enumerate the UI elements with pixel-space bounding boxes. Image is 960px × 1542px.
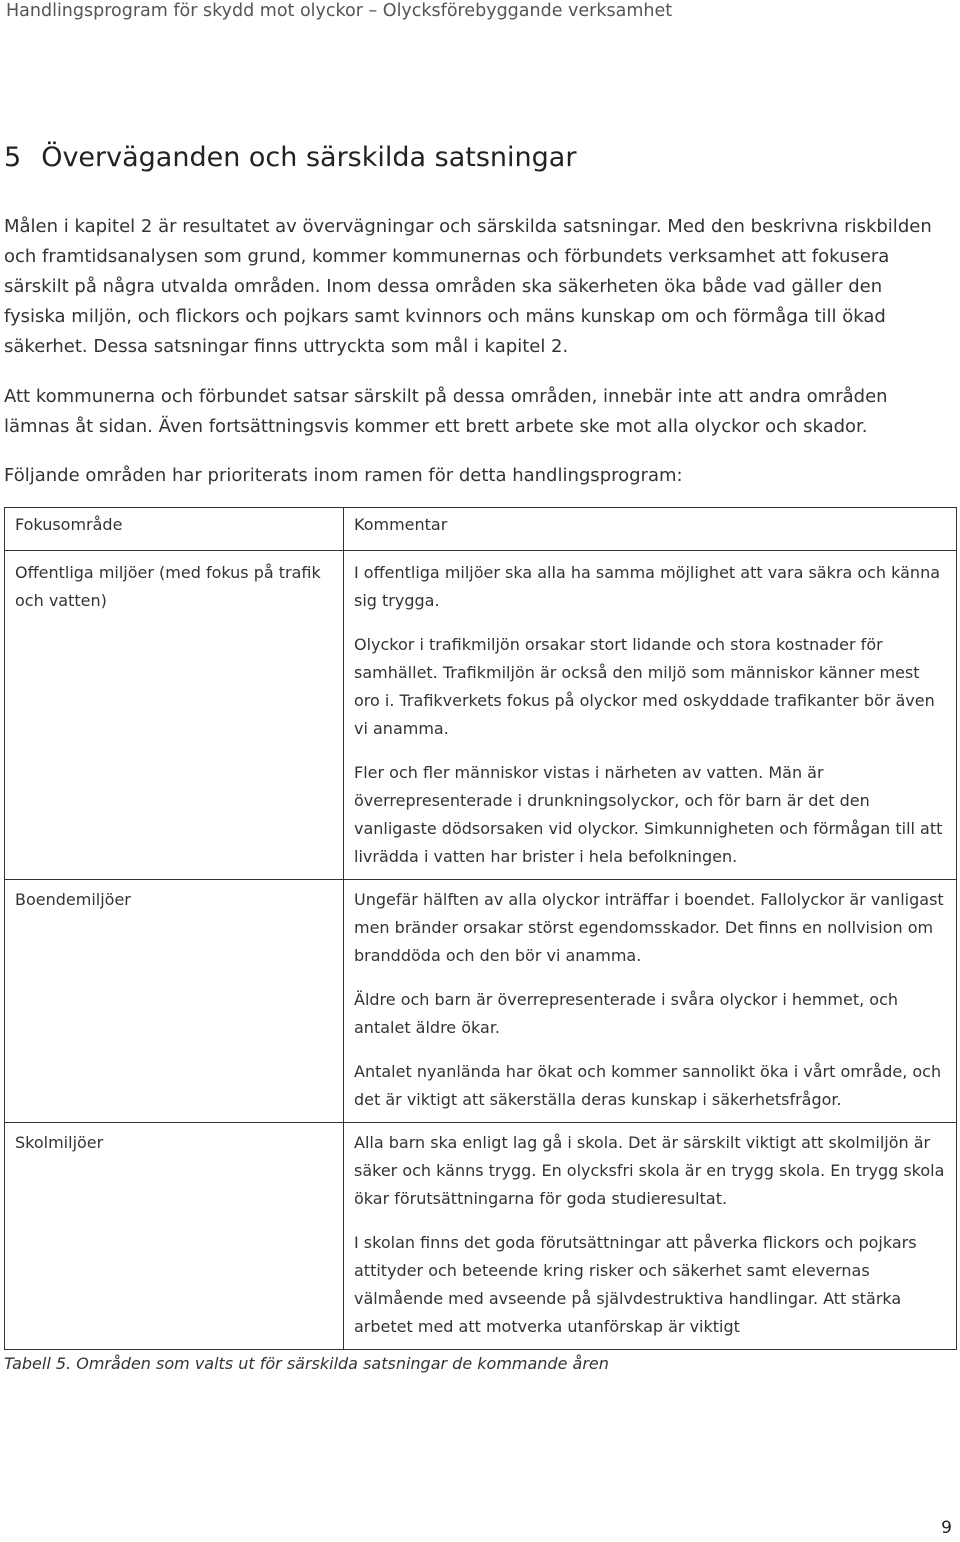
chapter-title	[4, 142, 576, 173]
focus-areas-table	[4, 507, 957, 1350]
chapter-number: 5	[4, 142, 22, 173]
comment-paragraph: Antalet nyanlända har ökat och kommer sannolikt öka i vårt område, och det är viktigt att säkerställa deras kunskap i säkerhetsfrågor.	[354, 1062, 942, 1109]
scope-paragraph: Att kommunerna och förbundet satsar särskilt på dessa områden, innebär inte att andra områden lämnas åt sidan. Även fortsättningsvis kommer ett brett arbete ske mot alla olyckor och skador.	[4, 386, 888, 437]
column-header-comment: Kommentar	[344, 508, 957, 551]
comment-cell	[344, 551, 957, 880]
comment-paragraph: Olyckor i trafikmiljön orsakar stort lidande och stora kostnader för samhället. Trafikmiljön är också den miljö som människor känner mest oro i. Trafikverkets fokus på olyckor med oskyddade trafikanter bör även vi anamma.	[354, 635, 935, 738]
focus-area-cell: Skolmiljöer	[5, 1123, 344, 1350]
comment-paragraph: Äldre och barn är överrepresenterade i svåra olyckor i hemmet, och antalet äldre ökar.	[354, 990, 899, 1037]
page-number: 9	[941, 1518, 952, 1538]
comment-paragraph: Alla barn ska enligt lag gå i skola. Det är särskilt viktigt att skolmiljön är säker och känns trygg. En olycksfri skola är en trygg skola. En trygg skola ökar förutsättningarna för goda studieresultat.	[354, 1133, 945, 1208]
comment-paragraph: Ungefär hälften av alla olyckor inträffar i boendet. Fallolyckor är vanligast men bränder orsakar störst egendomsskador. Det finns en nollvision om branddöda och den bör vi anamma.	[354, 890, 944, 965]
table-header-row	[5, 508, 957, 551]
comment-paragraph: I skolan finns det goda förutsättningar att påverka flickors och pojkars attityder och beteende kring risker och säkerhet samt elevernas välmående med avseende på självdestruktiva handlingar. Att stärka arbetet med att motverka utanförskap är viktigt	[354, 1233, 917, 1336]
focus-area-cell: Boendemiljöer	[5, 880, 344, 1123]
chapter-title-text: Överväganden och särskilda satsningar	[41, 142, 577, 173]
table-caption: Tabell 5. Områden som valts ut för särskilda satsningar de kommande åren	[4, 1354, 609, 1373]
table-row	[5, 880, 957, 1123]
comment-paragraph: Fler och fler människor vistas i närheten av vatten. Män är överrepresenterade i drunkningsolyckor, och för barn är det den vanligaste dödsorsaken vid olyckor. Simkunnigheten och förmågan till att livrädda i vatten har brister i hela befolkningen.	[354, 763, 943, 866]
intro-paragraph: Målen i kapitel 2 är resultatet av övervägningar och särskilda satsningar. Med den beskrivna riskbilden och framtidsanalysen som grund, kommer kommunernas och förbundets verksamhet att fokusera särskilt på några utvalda områden. Inom dessa områden ska säkerheten öka både vad gäller den fysiska miljön, och flickors och pojkars samt kvinnors och mäns kunskap om och förmåga till ökad säkerhet. Dessa satsningar finns uttryckta som mål i kapitel 2.	[4, 216, 932, 357]
comment-paragraph: I offentliga miljöer ska alla ha samma möjlighet att vara säkra och känna sig trygga.	[354, 563, 941, 610]
table-row	[5, 1123, 957, 1350]
priorities-lead-paragraph: Följande områden har prioriterats inom ramen för detta handlingsprogram:	[4, 465, 683, 486]
comment-cell	[344, 1123, 957, 1350]
running-header: Handlingsprogram för skydd mot olyckor – Olycksförebyggande verksamhet	[6, 1, 673, 21]
table-row	[5, 551, 957, 880]
comment-cell	[344, 880, 957, 1123]
focus-area-cell: Offentliga miljöer (med fokus på trafik och vatten)	[5, 551, 344, 880]
column-header-focus-area: Fokusområde	[5, 508, 344, 551]
